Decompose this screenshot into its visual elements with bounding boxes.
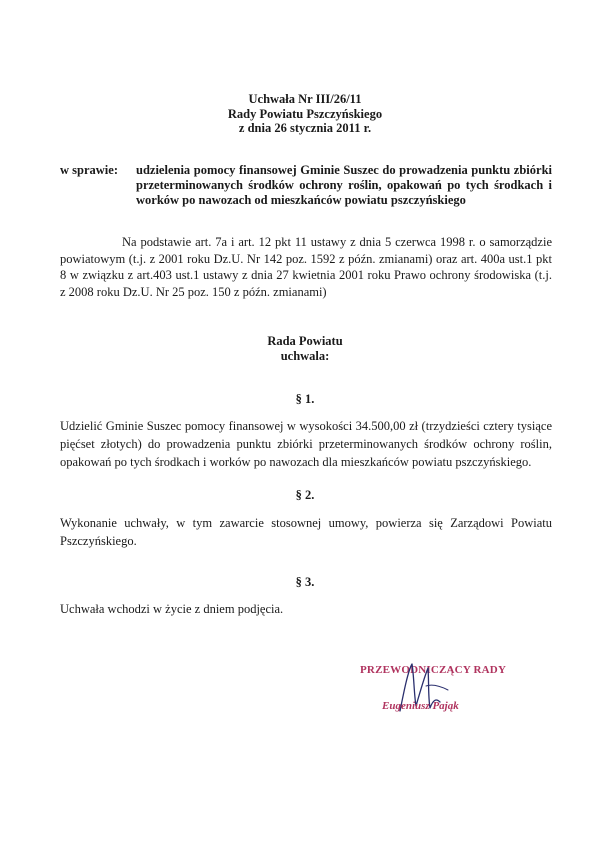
chairman-title: PRZEWODNICZĄCY RADY <box>360 664 507 676</box>
resolution-header <box>0 92 610 136</box>
council-name: Rady Powiatu Pszczyńskiego <box>227 106 383 121</box>
section-3-title: § 3. <box>295 575 315 589</box>
resolution-number: Uchwała Nr III/26/11 <box>248 92 362 106</box>
council-heading-line1: Rada Powiatu <box>267 334 343 348</box>
section-1-text: Udzielić Gminie Suszec pomocy finansowej w wysokości 34.500,00 zł (trzydzieści cztery tysiące pięćset złotych) do prowadzenia punktu zbiórki przeterminowanych środków ochrony roślin, opakowań po tych środkach i worków po nawozach dla mieszkańców powiatu pszczyńskiego. <box>60 419 552 469</box>
subject-label: w sprawie: <box>60 163 118 177</box>
legal-basis-paragraph: Na podstawie art. 7a i art. 12 pkt 11 ustawy z dnia 5 czerwca 1998 r. o samorządzie powiatowym (t.j. z 2001 roku Dz.U. Nr 142 poz. 1592 z późn. zmianami) oraz art. 400a ust.1 pkt 8 w związku z art.403 ust.1 ustawy z dnia 27 kwietnia 2001 roku Prawo ochrony środowiska (t.j. z 2008 roku Dz.U. Nr 25 poz. 150 z późn. zmianami) <box>60 235 552 299</box>
chairman-name: Eugeniusz Pająk <box>382 700 459 712</box>
signature-stamp <box>360 664 510 724</box>
resolution-subject <box>60 163 552 208</box>
section-1-title: § 1. <box>295 392 315 406</box>
council-heading-line2: uchwala: <box>280 349 330 363</box>
resolution-date: z dnia 26 stycznia 2011 r. <box>238 121 372 135</box>
council-decision-heading <box>0 334 610 364</box>
subject-text: udzielenia pomocy finansowej Gminie Suszec do prowadzenia punktu zbiórki przeterminowanych środków ochrony roślin, opakowań po tych środkach i worków po nawozach od mieszkańców powiatu pszczyńskiego <box>136 163 552 207</box>
section-2-title: § 2. <box>295 488 315 502</box>
section-3-text: Uchwała wchodzi w życie z dniem podjęcia. <box>60 602 284 616</box>
section-2-text: Wykonanie uchwały, w tym zawarcie stosownej umowy, powierza się Zarządowi Powiatu Pszczyńskiego. <box>60 516 552 548</box>
